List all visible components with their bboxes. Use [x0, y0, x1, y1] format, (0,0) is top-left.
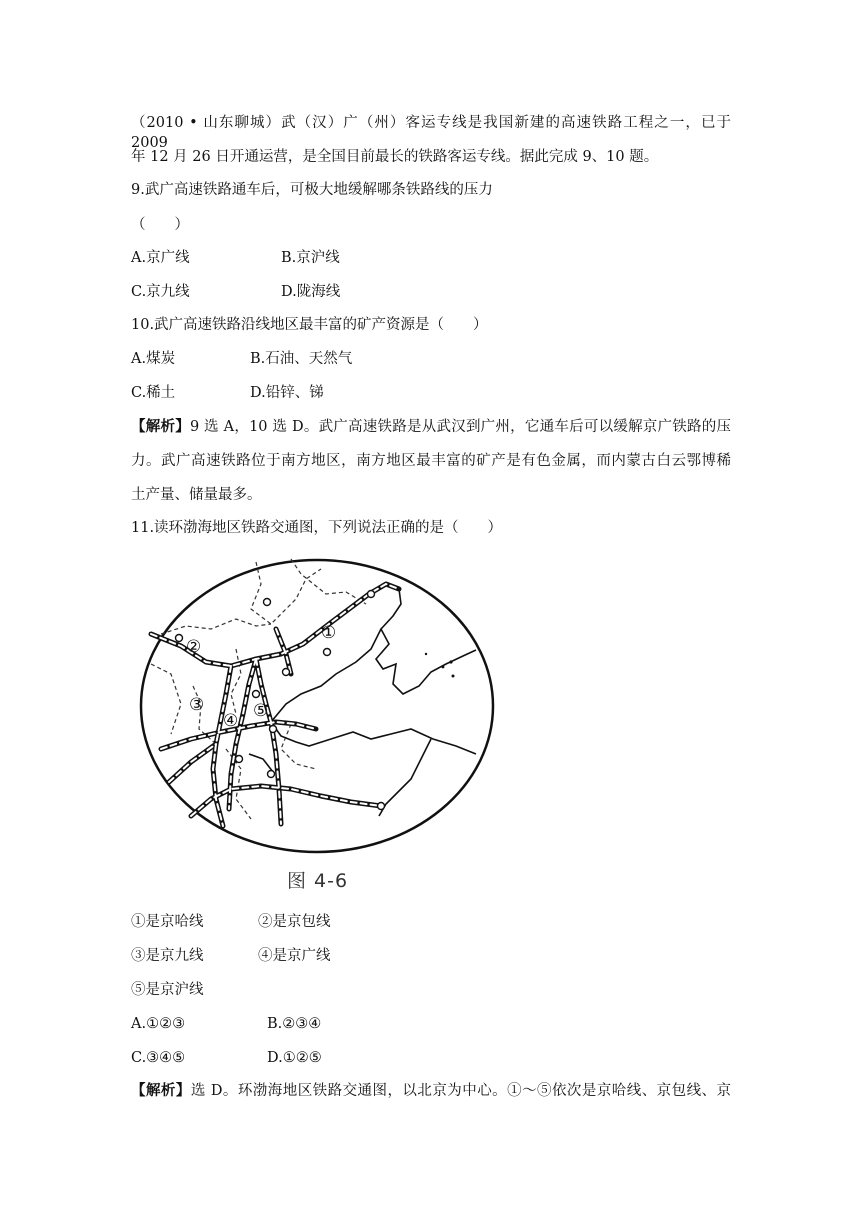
q11-statement-1: ①是京哈线: [131, 914, 204, 930]
intro-line-2: 年 12 月 26 日开通运营，是全国目前最长的铁路客运专线。据此完成 9、10 题。: [131, 149, 659, 165]
q11-option-b: B.②③④: [267, 1016, 322, 1032]
map-label-2: ②: [186, 637, 202, 657]
q11-option-d: D.①②⑤: [267, 1050, 322, 1066]
q9-option-b: B.京沪线: [281, 250, 340, 266]
q11-statement-4: ④是京广线: [258, 948, 331, 964]
map-label-5: ⑤: [253, 701, 269, 721]
q11-option-a: A.①②③: [131, 1016, 186, 1032]
figure-caption: 图 4-6: [287, 870, 349, 892]
analysis-2-line-1: [131, 1081, 731, 1101]
q9-option-a: A.京广线: [131, 250, 190, 266]
q10-stem: 10.武广高速铁路沿线地区最丰富的矿产资源是（ ）: [131, 317, 488, 333]
analysis-1-text-1: 9 选 A，10 选 D。武广高速铁路是从武汉到广州，它通车后可以缓解京广铁路的压: [189, 419, 732, 435]
analysis-2-tag: 【解析】: [131, 1082, 191, 1099]
map-label-3: ③: [189, 695, 205, 715]
map-label-4: ④: [223, 711, 239, 731]
q10-option-a: A.煤炭: [131, 351, 176, 367]
q9-blank: （ ）: [131, 217, 189, 233]
map-label-1: ①: [321, 623, 337, 643]
q11-option-c: C.③④⑤: [131, 1050, 186, 1066]
q11-statement-3: ③是京九线: [131, 948, 204, 964]
q11-statement-5: ⑤是京沪线: [131, 982, 204, 998]
analysis-tag: 【解析】: [131, 418, 190, 435]
q11-stem: 11.读环渤海地区铁路交通图，下列说法正确的是（ ）: [131, 520, 503, 536]
q9-option-c: C.京九线: [131, 284, 190, 300]
intro-line-1: （2010 • 山东聊城）武（汉）广（州）客运专线是我国新建的高速铁路工程之一，已于 2009: [131, 115, 731, 151]
analysis-2-text-1: 选 D。环渤海地区铁路交通图，以北京为中心。①～⑤依次是京哈线、京包线、京: [190, 1083, 731, 1099]
bohai-railway-map: [131, 554, 501, 864]
analysis-1-line-2: 力。武广高速铁路位于南方地区，南方地区最丰富的矿产是有色金属，而内蒙古白云鄂博稀: [131, 453, 731, 469]
q9-stem: 9.武广高速铁路通车后，可极大地缓解哪条铁路线的压力: [131, 182, 493, 198]
q11-statement-2: ②是京包线: [258, 914, 331, 930]
q9-option-d: D.陇海线: [281, 284, 341, 300]
analysis-1-line-1: [131, 417, 731, 437]
q10-option-d: D.铅锌、锑: [250, 385, 324, 401]
analysis-1-line-3: 土产量、储量最多。: [131, 487, 262, 503]
q10-option-c: C.稀土: [131, 385, 176, 401]
railway-map-figure: [131, 554, 501, 890]
q10-option-b: B.石油、天然气: [250, 351, 353, 367]
